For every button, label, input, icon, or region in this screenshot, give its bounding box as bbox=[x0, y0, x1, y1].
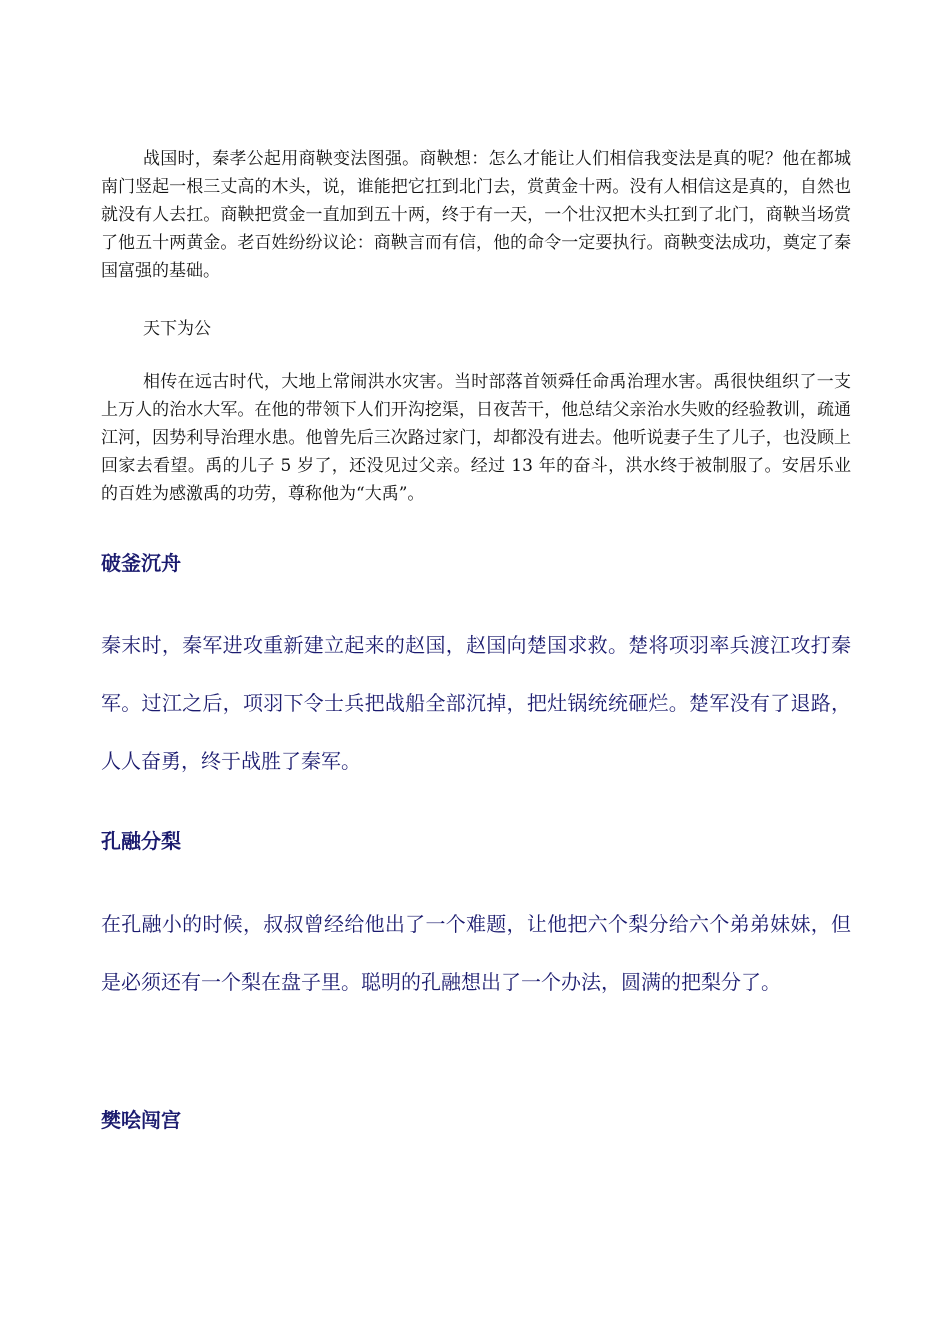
paragraph-da-yu: 相传在远古时代，大地上常闹洪水灾害。当时部落首领舜任命禹治理水害。禹很快组织了一支上万人的治水大军。在他的带领下人们开沟挖渠，日夜苦干，他总结父亲治水失败的经验教训，疏通江河，因势利导治理水患。他曾先后三次路过家门，却都没有进去。他听说妻子生了儿子，也没顾上回家去看望。禹的儿子 5 岁了，还没见过父亲。经过 13 年的奋斗，洪水终于被制服了。安居乐业的百姓为感激禹的功劳，尊称他为“大禹”。 bbox=[101, 372, 851, 504]
heading-pofu-chenzhou: 破釜沉舟 bbox=[101, 551, 181, 575]
paragraph-kongrong-fenli: 在孔融小的时候，叔叔曾经给他出了一个难题，让他把六个梨分给六个弟弟妹妹，但是必须还有一个梨在盘子里。聪明的孔融想出了一个办法，圆满的把梨分了。 bbox=[101, 912, 851, 994]
heading-kongrong-fenli: 孔融分梨 bbox=[101, 829, 181, 853]
section-title-tianxia-weigong: 天下为公 bbox=[143, 319, 211, 339]
paragraph-pofu-chenzhou: 秦末时，秦军进攻重新建立起来的赵国，赵国向楚国求救。楚将项羽率兵渡江攻打秦军。过江之后，项羽下令士兵把战船全部沉掉，把灶锅统统砸烂。楚军没有了退路，人人奋勇，终于战胜了秦军。 bbox=[101, 633, 851, 773]
heading-fankuai-chuanggong: 樊哙闯宫 bbox=[101, 1108, 181, 1132]
paragraph-shang-yang: 战国时，秦孝公起用商鞅变法图强。商鞅想：怎么才能让人们相信我变法是真的呢？他在都城南门竖起一根三丈高的木头，说，谁能把它扛到北门去，赏黄金十两。没有人相信这是真的，自然也就没有人去扛。商鞅把赏金一直加到五十两，终于有一天，一个壮汉把木头扛到了北门，商鞅当场赏了他五十两黄金。老百姓纷纷议论：商鞅言而有信，他的命令一定要执行。商鞅变法成功，奠定了秦国富强的基础。 bbox=[101, 149, 851, 281]
